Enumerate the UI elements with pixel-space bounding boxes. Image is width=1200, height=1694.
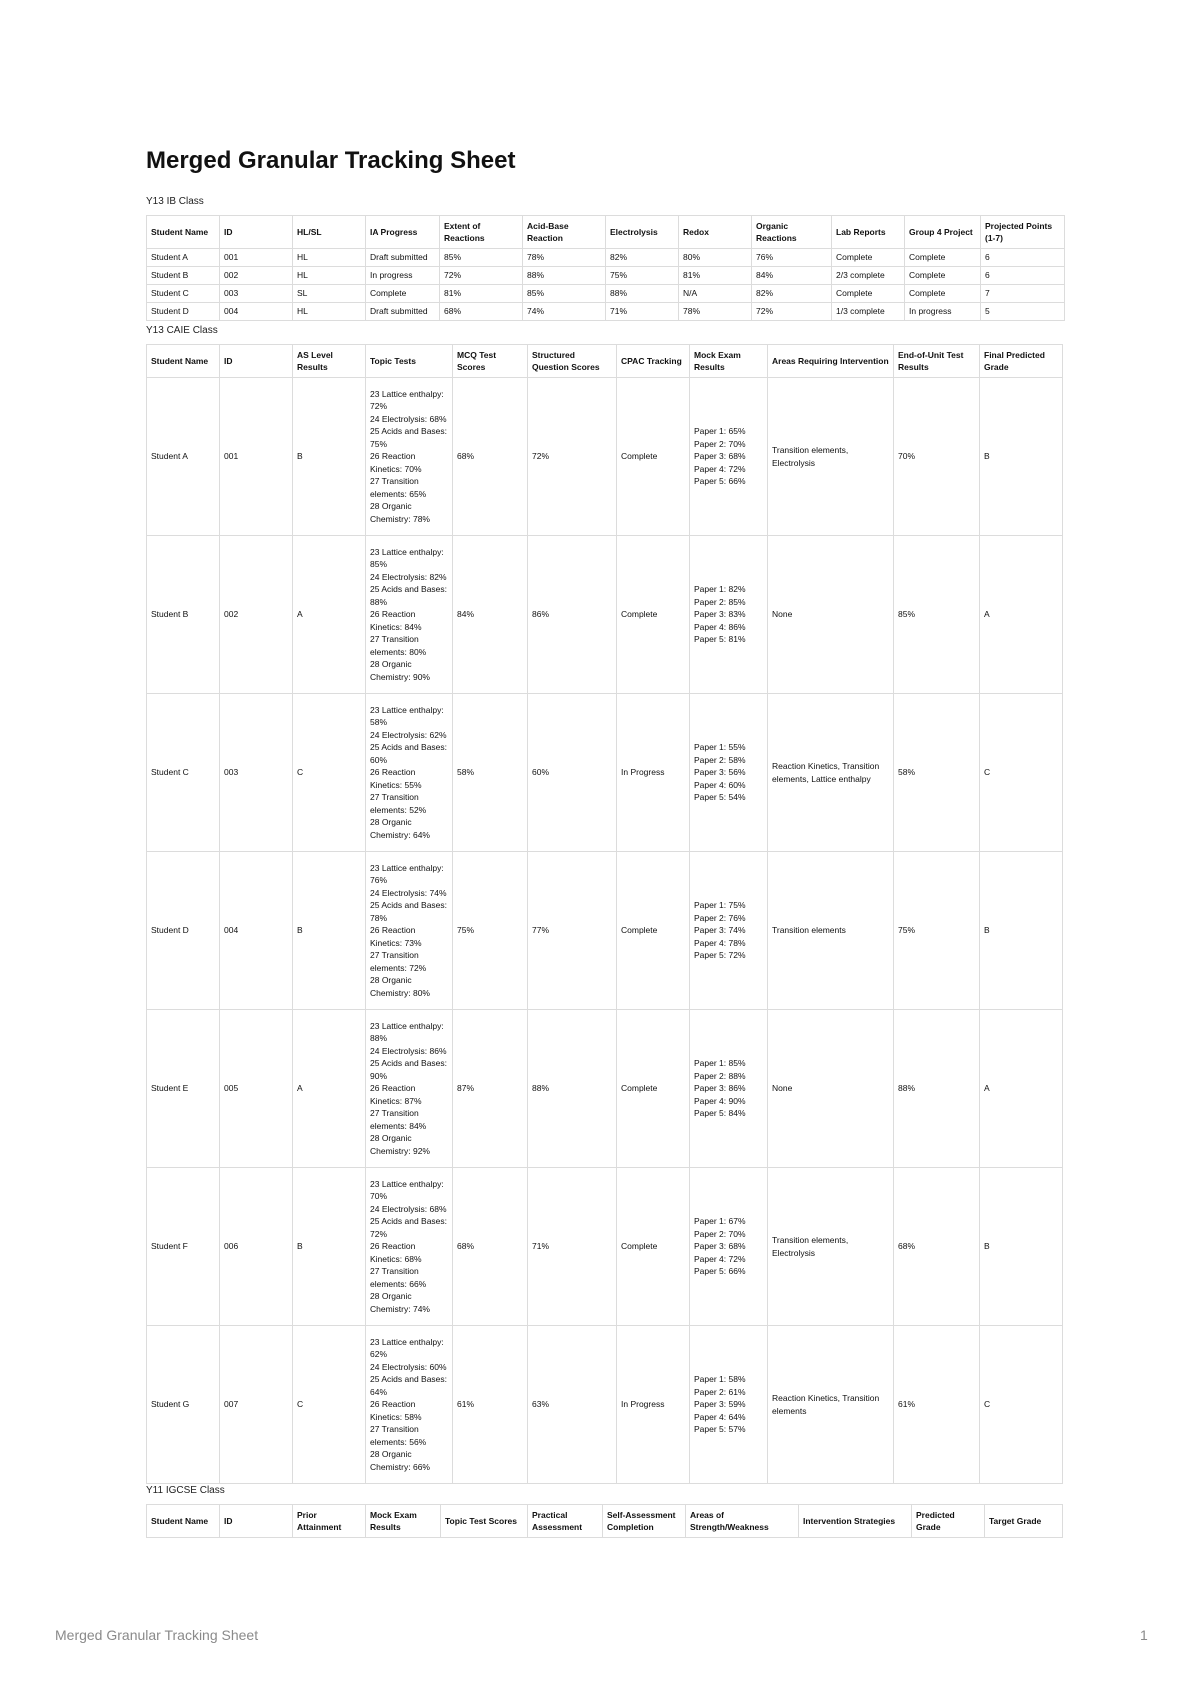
- table-cell: 75%: [894, 852, 980, 1010]
- table-cell: 87%: [453, 1010, 528, 1168]
- caie-class-table: [146, 344, 1063, 1484]
- table-cell: SL: [293, 285, 366, 303]
- table-cell: 71%: [606, 303, 679, 321]
- table-cell: In progress: [366, 267, 440, 285]
- table-cell: N/A: [679, 285, 752, 303]
- table-cell: Student A: [147, 249, 220, 267]
- table-cell: Complete: [617, 1168, 690, 1326]
- table-cell: 001: [220, 249, 293, 267]
- column-header: Practical Assessment: [528, 1505, 603, 1538]
- table-cell: 23 Lattice enthalpy: 70% 24 Electrolysis: 68% 25 Acids and Bases: 72% 26 Reaction Kinetics: 68% 27 Transition elements: 66% 28 Organic Chemistry: 74%: [366, 1168, 453, 1326]
- table-cell: Complete: [366, 285, 440, 303]
- column-header: Mock Exam Results: [690, 345, 768, 378]
- table-cell: Transition elements, Electrolysis: [768, 378, 894, 536]
- table-cell: Paper 1: 67% Paper 2: 70% Paper 3: 68% Paper 4: 72% Paper 5: 66%: [690, 1168, 768, 1326]
- table-cell: 78%: [523, 249, 606, 267]
- table-cell: 005: [220, 1010, 293, 1168]
- column-header: Mock Exam Results: [366, 1505, 441, 1538]
- ib-class-table: [146, 215, 1065, 321]
- table-cell: A: [980, 1010, 1063, 1168]
- column-header: CPAC Tracking: [617, 345, 690, 378]
- table-cell: Paper 1: 55% Paper 2: 58% Paper 3: 56% Paper 4: 60% Paper 5: 54%: [690, 694, 768, 852]
- table-cell: 68%: [894, 1168, 980, 1326]
- column-header: HL/SL: [293, 216, 366, 249]
- column-header: Self-Assessment Completion: [603, 1505, 686, 1538]
- table-cell: 88%: [523, 267, 606, 285]
- table-cell: B: [980, 1168, 1063, 1326]
- column-header: Final Predicted Grade: [980, 345, 1063, 378]
- table-cell: Student C: [147, 285, 220, 303]
- table-cell: 002: [220, 536, 293, 694]
- table-cell: 7: [981, 285, 1065, 303]
- section-label-igcse: Y11 IGCSE Class: [146, 1485, 225, 1496]
- table-cell: 23 Lattice enthalpy: 76% 24 Electrolysis: 74% 25 Acids and Bases: 78% 26 Reaction Kinetics: 73% 27 Transition elements: 72% 28 Organic Chemistry: 80%: [366, 852, 453, 1010]
- column-header: Projected Points (1-7): [981, 216, 1065, 249]
- table-cell: 74%: [523, 303, 606, 321]
- table-cell: 72%: [752, 303, 832, 321]
- table-cell: 23 Lattice enthalpy: 58% 24 Electrolysis: 62% 25 Acids and Bases: 60% 26 Reaction Kinetics: 55% 27 Transition elements: 52% 28 Organic Chemistry: 64%: [366, 694, 453, 852]
- table-cell: 68%: [440, 303, 523, 321]
- column-header: Organic Reactions: [752, 216, 832, 249]
- column-header: End-of-Unit Test Results: [894, 345, 980, 378]
- column-header: MCQ Test Scores: [453, 345, 528, 378]
- table-cell: 006: [220, 1168, 293, 1326]
- table-cell: Student D: [147, 852, 220, 1010]
- table-cell: 88%: [528, 1010, 617, 1168]
- table-cell: 1/3 complete: [832, 303, 905, 321]
- footer-title: Merged Granular Tracking Sheet: [55, 1627, 259, 1643]
- table-cell: Paper 1: 58% Paper 2: 61% Paper 3: 59% Paper 4: 64% Paper 5: 57%: [690, 1326, 768, 1484]
- table-cell: 82%: [606, 249, 679, 267]
- table-cell: 004: [220, 303, 293, 321]
- column-header: IA Progress: [366, 216, 440, 249]
- table-cell: A: [980, 536, 1063, 694]
- table-cell: 58%: [894, 694, 980, 852]
- table-cell: In Progress: [617, 694, 690, 852]
- table-row: [147, 852, 1063, 1010]
- table-cell: Transition elements: [768, 852, 894, 1010]
- table-cell: 004: [220, 852, 293, 1010]
- table-cell: 2/3 complete: [832, 267, 905, 285]
- table-cell: 007: [220, 1326, 293, 1484]
- table-cell: 71%: [528, 1168, 617, 1326]
- table-row: [147, 303, 1065, 321]
- table-cell: 58%: [453, 694, 528, 852]
- table-cell: Complete: [617, 1010, 690, 1168]
- table-cell: Student B: [147, 536, 220, 694]
- table-cell: B: [980, 852, 1063, 1010]
- table-cell: 72%: [528, 378, 617, 536]
- table-cell: 86%: [528, 536, 617, 694]
- table-cell: Student B: [147, 267, 220, 285]
- table-header-row: [147, 216, 1065, 249]
- table-cell: C: [293, 1326, 366, 1484]
- table-cell: Complete: [832, 285, 905, 303]
- table-row: [147, 1326, 1063, 1484]
- table-cell: C: [980, 1326, 1063, 1484]
- table-cell: 5: [981, 303, 1065, 321]
- column-header: ID: [220, 1505, 293, 1538]
- column-header: ID: [220, 345, 293, 378]
- column-header: Student Name: [147, 1505, 220, 1538]
- table-cell: 23 Lattice enthalpy: 85% 24 Electrolysis: 82% 25 Acids and Bases: 88% 26 Reaction Kinetics: 84% 27 Transition elements: 80% 28 Organic Chemistry: 90%: [366, 536, 453, 694]
- column-header: Electrolysis: [606, 216, 679, 249]
- table-cell: Complete: [617, 536, 690, 694]
- column-header: Areas of Strength/Weakness: [686, 1505, 799, 1538]
- table-cell: Student A: [147, 378, 220, 536]
- table-cell: Transition elements, Electrolysis: [768, 1168, 894, 1326]
- column-header: Target Grade: [985, 1505, 1063, 1538]
- table-cell: 23 Lattice enthalpy: 72% 24 Electrolysis: 68% 25 Acids and Bases: 75% 26 Reaction Kinetics: 70% 27 Transition elements: 65% 28 Organic Chemistry: 78%: [366, 378, 453, 536]
- table-cell: Draft submitted: [366, 303, 440, 321]
- table-cell: 82%: [752, 285, 832, 303]
- table-cell: A: [293, 1010, 366, 1168]
- column-header: Redox: [679, 216, 752, 249]
- table-cell: 85%: [440, 249, 523, 267]
- page-title: Merged Granular Tracking Sheet: [146, 147, 516, 174]
- table-cell: 003: [220, 285, 293, 303]
- table-cell: 80%: [679, 249, 752, 267]
- table-cell: 76%: [752, 249, 832, 267]
- column-header: Lab Reports: [832, 216, 905, 249]
- table-row: [147, 267, 1065, 285]
- table-cell: Paper 1: 65% Paper 2: 70% Paper 3: 68% Paper 4: 72% Paper 5: 66%: [690, 378, 768, 536]
- table-cell: Student G: [147, 1326, 220, 1484]
- igcse-class-table: [146, 1504, 1063, 1538]
- table-cell: 81%: [679, 267, 752, 285]
- table-cell: Complete: [905, 267, 981, 285]
- table-row: [147, 378, 1063, 536]
- table-cell: C: [980, 694, 1063, 852]
- section-label-ib: Y13 IB Class: [146, 196, 204, 207]
- column-header: Prior Attainment: [293, 1505, 366, 1538]
- table-cell: Student C: [147, 694, 220, 852]
- table-cell: Paper 1: 75% Paper 2: 76% Paper 3: 74% Paper 4: 78% Paper 5: 72%: [690, 852, 768, 1010]
- table-cell: 63%: [528, 1326, 617, 1484]
- table-cell: 84%: [453, 536, 528, 694]
- column-header: Student Name: [147, 216, 220, 249]
- table-cell: Student F: [147, 1168, 220, 1326]
- table-cell: 6: [981, 249, 1065, 267]
- table-cell: 75%: [606, 267, 679, 285]
- table-cell: Complete: [617, 378, 690, 536]
- table-cell: 23 Lattice enthalpy: 62% 24 Electrolysis: 60% 25 Acids and Bases: 64% 26 Reaction Kinetics: 58% 27 Transition elements: 56% 28 Organic Chemistry: 66%: [366, 1326, 453, 1484]
- table-cell: 003: [220, 694, 293, 852]
- table-cell: 61%: [453, 1326, 528, 1484]
- column-header: ID: [220, 216, 293, 249]
- table-cell: 88%: [606, 285, 679, 303]
- table-cell: HL: [293, 249, 366, 267]
- table-cell: 81%: [440, 285, 523, 303]
- table-cell: Complete: [617, 852, 690, 1010]
- table-cell: 72%: [440, 267, 523, 285]
- column-header: Group 4 Project: [905, 216, 981, 249]
- column-header: Structured Question Scores: [528, 345, 617, 378]
- table-cell: HL: [293, 303, 366, 321]
- table-row: [147, 285, 1065, 303]
- table-cell: Complete: [832, 249, 905, 267]
- footer-page-number: 1: [1140, 1627, 1148, 1643]
- table-cell: Paper 1: 82% Paper 2: 85% Paper 3: 83% Paper 4: 86% Paper 5: 81%: [690, 536, 768, 694]
- table-cell: 001: [220, 378, 293, 536]
- table-header-row: [147, 345, 1063, 378]
- table-row: [147, 249, 1065, 267]
- table-cell: Draft submitted: [366, 249, 440, 267]
- table-cell: 85%: [894, 536, 980, 694]
- table-row: [147, 694, 1063, 852]
- table-cell: 6: [981, 267, 1065, 285]
- table-cell: Student E: [147, 1010, 220, 1168]
- table-cell: 77%: [528, 852, 617, 1010]
- table-cell: 78%: [679, 303, 752, 321]
- table-cell: 75%: [453, 852, 528, 1010]
- table-cell: 88%: [894, 1010, 980, 1168]
- table-cell: 70%: [894, 378, 980, 536]
- table-cell: Reaction Kinetics, Transition elements, Lattice enthalpy: [768, 694, 894, 852]
- table-cell: B: [293, 1168, 366, 1326]
- table-cell: 002: [220, 267, 293, 285]
- table-cell: HL: [293, 267, 366, 285]
- column-header: Topic Test Scores: [441, 1505, 528, 1538]
- table-cell: In progress: [905, 303, 981, 321]
- table-cell: In Progress: [617, 1326, 690, 1484]
- table-row: [147, 1168, 1063, 1326]
- table-cell: 85%: [523, 285, 606, 303]
- column-header: Topic Tests: [366, 345, 453, 378]
- table-cell: 61%: [894, 1326, 980, 1484]
- column-header: Intervention Strategies: [799, 1505, 912, 1538]
- table-cell: Reaction Kinetics, Transition elements: [768, 1326, 894, 1484]
- table-header-row: [147, 1505, 1063, 1538]
- section-label-caie: Y13 CAIE Class: [146, 325, 218, 336]
- table-cell: None: [768, 536, 894, 694]
- table-cell: B: [980, 378, 1063, 536]
- column-header: Extent of Reactions: [440, 216, 523, 249]
- table-cell: Paper 1: 85% Paper 2: 88% Paper 3: 86% Paper 4: 90% Paper 5: 84%: [690, 1010, 768, 1168]
- table-row: [147, 1010, 1063, 1168]
- table-cell: 23 Lattice enthalpy: 88% 24 Electrolysis: 86% 25 Acids and Bases: 90% 26 Reaction Kinetics: 87% 27 Transition elements: 84% 28 Organic Chemistry: 92%: [366, 1010, 453, 1168]
- table-cell: Complete: [905, 249, 981, 267]
- column-header: Student Name: [147, 345, 220, 378]
- table-cell: C: [293, 694, 366, 852]
- table-row: [147, 536, 1063, 694]
- table-cell: 68%: [453, 1168, 528, 1326]
- table-cell: Complete: [905, 285, 981, 303]
- column-header: AS Level Results: [293, 345, 366, 378]
- table-cell: None: [768, 1010, 894, 1168]
- column-header: Acid-Base Reaction: [523, 216, 606, 249]
- table-cell: 84%: [752, 267, 832, 285]
- table-cell: Student D: [147, 303, 220, 321]
- table-cell: 68%: [453, 378, 528, 536]
- table-cell: B: [293, 852, 366, 1010]
- column-header: Predicted Grade: [912, 1505, 985, 1538]
- table-cell: 60%: [528, 694, 617, 852]
- table-cell: B: [293, 378, 366, 536]
- table-cell: A: [293, 536, 366, 694]
- column-header: Areas Requiring Intervention: [768, 345, 894, 378]
